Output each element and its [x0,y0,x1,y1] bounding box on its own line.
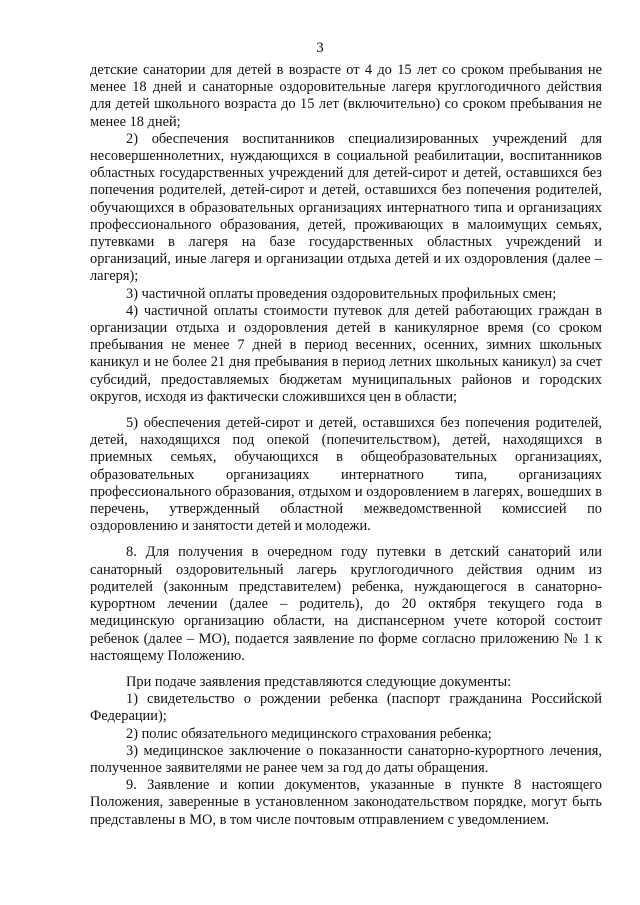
paragraph-clause-9: 9. Заявление и копии документов, указанные в пункте 8 настоящего Положения, заверенные в установленном законодательством порядке, могут быть представлены в МО, в том числе почтовым отправлением с уведомлением. [90,777,602,828]
paragraph-item-3: 3) частичной оплаты проведения оздоровительных профильных смен; [126,285,557,302]
paragraph-document-2: 2) полис обязательного медицинского страхования ребенка; [126,725,492,742]
paragraph-document-3: 3) медицинское заключение о показанности санаторно-курортного лечения, полученное заявителями не ранее чем за год до даты обращения. [90,742,602,776]
paragraph-item-4: 4) частичной оплаты стоимости путевок для детей работающих граждан в организации отдыха и оздоровления детей в каникулярное время (со сроком пребывания не менее 7 дней в период весенних, осенних, зимних школьных каникул и не более 21 дня пребывания в период летних школьных каникул) за счет субсидий, предоставляемых бюджетам муниципальных районов и городских округов, исходя из фактически сложившихся цен в области; [90,302,602,405]
paragraph-continuation: детские санатории для детей в возрасте от 4 до 15 лет со сроком пребывания не менее 18 дней и санаторные оздоровительные лагеря круглогодичного действия для детей школьного возраста до 15 лет (включительно) со сроком пребывания не менее 18 дней; [90,62,602,130]
page-number: 3 [316,40,324,56]
paragraph-document-1: 1) свидетельство о рождении ребенка (паспорт гражданина Российской Федерации); [90,691,602,725]
paragraph-documents-intro: При подаче заявления представляются следующие документы: [126,673,512,690]
paragraph-clause-8: 8. Для получения в очередном году путевки в детский санаторий или санаторный оздоровительный лагерь круглогодичного действия одним из родителей (законным представителем) ребенка, нуждающегося в санаторно-курортном лечении (далее – родитель), до 20 октября текущего года в медицинскую организацию области, на диспансерном учете которой состоит ребенок (далее – МО), подается заявление по форме согласно приложению № 1 к настоящему Положению. [90,544,602,664]
paragraph-item-2: 2) обеспечения воспитанников специализированных учреждений для несовершеннолетних, нуждающихся в социальной реабилитации, воспитанников областных государственных учреждений для детей-сирот и детей, оставшихся без попечения родителей, детей-сирот и детей, оставшихся без попечения родителей, обучающихся в образовательных организациях интернатного типа и организациях профессионального образования, детей, проживающих в малоимущих семьях, путевками в лагеря на базе государственных областных учреждений и организаций, иные лагеря и организации отдыха детей и их оздоровления (далее – лагеря); [90,130,602,285]
paragraph-item-5: 5) обеспечения детей-сирот и детей, оставшихся без попечения родителей, детей, находящихся под опекой (попечительством), детей, находящихся в приемных семьях, обучающихся в общеобразовательных организациях, образовательных организациях интернатного типа, организациях профессионального образования, отдыхом и оздоровлением в лагерях, вошедших в перечень, утвержденный областной межведомственной комиссией по оздоровлению и занятости детей и молодежи. [90,415,602,535]
document-body [90,62,602,829]
